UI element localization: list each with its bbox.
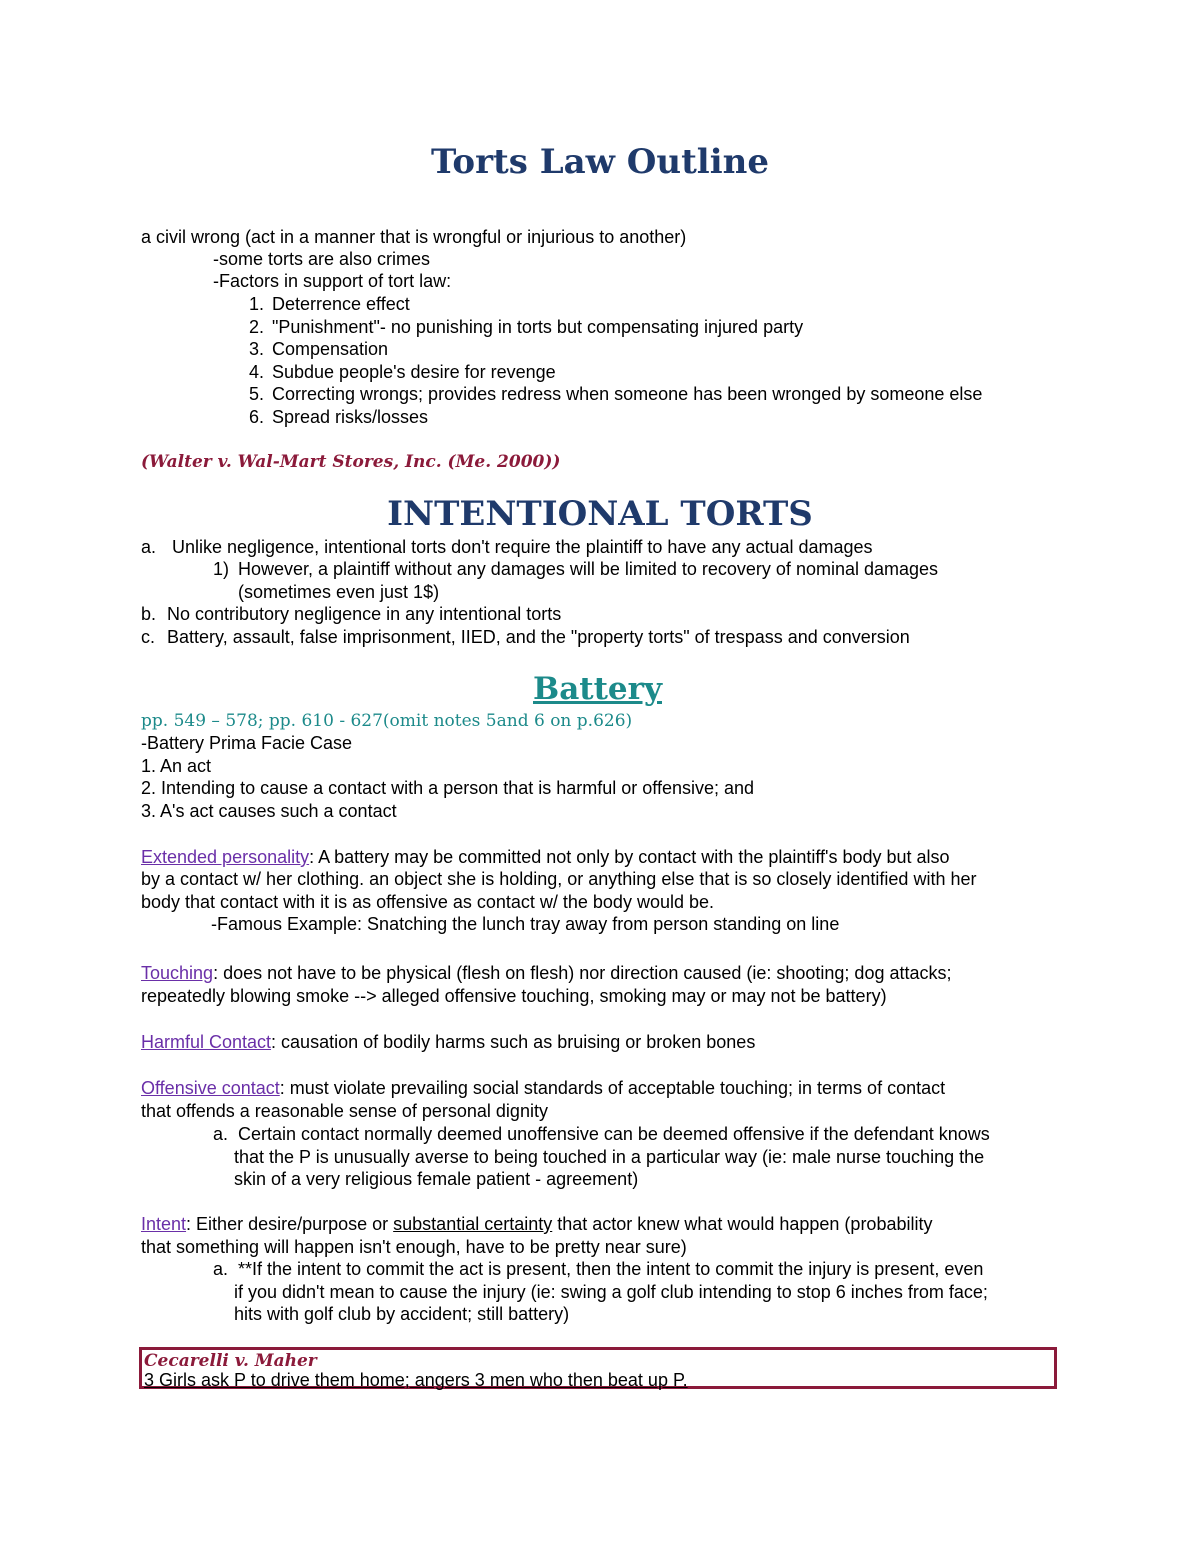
- list-item-number: 2.: [249, 317, 265, 337]
- list-item: Compensation: [272, 339, 389, 359]
- case-box-text: 3 Girls ask P to drive them home; angers 3 men who then beat up P.: [144, 1370, 688, 1390]
- definition-text: : does not have to be physical (flesh on flesh) nor direction caused (ie: shooting; dog attacks;: [213, 963, 952, 983]
- definition-text: that actor knew what would happen (probability: [552, 1214, 933, 1234]
- definition-text: body that contact with it is as offensive as contact w/ the body would be.: [141, 892, 714, 912]
- list-item-number: 1.: [249, 294, 265, 314]
- list-item-number: 3.: [249, 339, 265, 359]
- term-harmful-contact: Harmful Contact: [141, 1032, 272, 1052]
- section-heading-battery: Battery: [533, 671, 662, 707]
- page-references: pp. 549 – 578; pp. 610 - 627(omit notes 5and 6 on p.626): [141, 711, 633, 731]
- list-item: 1. An act: [141, 756, 212, 776]
- case-citation: (Walter v. Wal-Mart Stores, Inc. (Me. 2000)): [141, 452, 561, 472]
- intentional-item-a1: However, a plaintiff without any damages will be limited to recovery of nominal damages: [238, 559, 939, 579]
- definition-text: by a contact w/ her clothing. an object she is holding, or anything else that is so closely identified with her: [141, 869, 977, 889]
- intentional-item-a: Unlike negligence, intentional torts don't require the plaintiff to have any actual damages: [172, 537, 873, 557]
- crimes-note: -some torts are also crimes: [213, 249, 431, 269]
- section-heading-intentional-torts: INTENTIONAL TORTS: [387, 494, 813, 534]
- list-item-number: 5.: [249, 384, 265, 404]
- item-marker: a.: [141, 537, 157, 557]
- definition-touching: [141, 962, 952, 984]
- list-item: Deterrence effect: [272, 294, 410, 314]
- item-marker: c.: [141, 627, 156, 647]
- item-marker: 1): [213, 559, 230, 579]
- item-marker: a.: [213, 1259, 229, 1279]
- list-item: 2. Intending to cause a contact with a person that is harmful or offensive; and: [141, 778, 755, 798]
- intentional-item-b: No contributory negligence in any intentional torts: [167, 604, 562, 624]
- definition-intent: [141, 1213, 932, 1235]
- definition-text: : Either desire/purpose or: [186, 1214, 394, 1234]
- factors-heading: -Factors in support of tort law:: [213, 271, 452, 291]
- tort-definition: a civil wrong (act in a manner that is wrongful or injurious to another): [141, 227, 687, 247]
- item-marker: b.: [141, 604, 157, 624]
- offensive-item-a-cont: that the P is unusually averse to being touched in a particular way (ie: male nurse touching the: [234, 1147, 985, 1167]
- intent-item-a: **If the intent to commit the act is present, then the intent to commit the injury is present, even: [238, 1259, 984, 1279]
- offensive-item-a-cont: skin of a very religious female patient - agreement): [234, 1169, 639, 1189]
- definition-text: that something will happen isn't enough, have to be pretty near sure): [141, 1237, 687, 1257]
- definition-text: that offends a reasonable sense of personal dignity: [141, 1101, 548, 1121]
- intentional-item-c: Battery, assault, false imprisonment, IIED, and the "property torts" of trespass and conversion: [167, 627, 910, 647]
- case-box-title: Cecarelli v. Maher: [144, 1351, 317, 1371]
- intent-item-a-cont: hits with golf club by accident; still battery): [234, 1304, 570, 1324]
- definition-offensive-contact: [141, 1077, 945, 1099]
- list-item: Correcting wrongs; provides redress when someone has been wronged by someone else: [272, 384, 983, 404]
- intentional-item-a1-cont: (sometimes even just 1$): [238, 582, 440, 602]
- list-item-number: 6.: [249, 407, 265, 427]
- offensive-item-a: Certain contact normally deemed unoffensive can be deemed offensive if the defendant knows: [238, 1124, 990, 1144]
- definition-extended-personality: [141, 846, 950, 868]
- case-box: [139, 1347, 1057, 1389]
- term-touching: Touching: [141, 963, 214, 983]
- definition-harmful-contact: [141, 1031, 755, 1053]
- list-item: Spread risks/losses: [272, 407, 429, 427]
- list-item-number: 4.: [249, 362, 265, 382]
- term-intent: Intent: [141, 1214, 187, 1234]
- term-offensive-contact: Offensive contact: [141, 1078, 280, 1098]
- list-item: 3. A's act causes such a contact: [141, 801, 397, 821]
- term-extended-personality: Extended personality: [141, 847, 310, 867]
- example-text: -Famous Example: Snatching the lunch tray away from person standing on line: [211, 914, 840, 934]
- intent-item-a-cont: if you didn't mean to cause the injury (ie: swing a golf club intending to stop 6 inches from face;: [234, 1282, 988, 1302]
- definition-text: : A battery may be committed not only by contact with the plaintiff's body but also: [309, 847, 950, 867]
- list-item: "Punishment"- no punishing in torts but compensating injured party: [272, 317, 804, 337]
- definition-text: repeatedly blowing smoke --> alleged offensive touching, smoking may or may not be battery): [141, 986, 887, 1006]
- term-substantial-certainty: substantial certainty: [393, 1214, 553, 1234]
- page-title: Torts Law Outline: [431, 142, 769, 182]
- definition-text: : must violate prevailing social standards of acceptable touching; in terms of contact: [279, 1078, 946, 1098]
- definition-text: : causation of bodily harms such as bruising or broken bones: [271, 1032, 756, 1052]
- item-marker: a.: [213, 1124, 229, 1144]
- list-item: Subdue people's desire for revenge: [272, 362, 556, 382]
- prima-facie-heading: -Battery Prima Facie Case: [141, 733, 353, 753]
